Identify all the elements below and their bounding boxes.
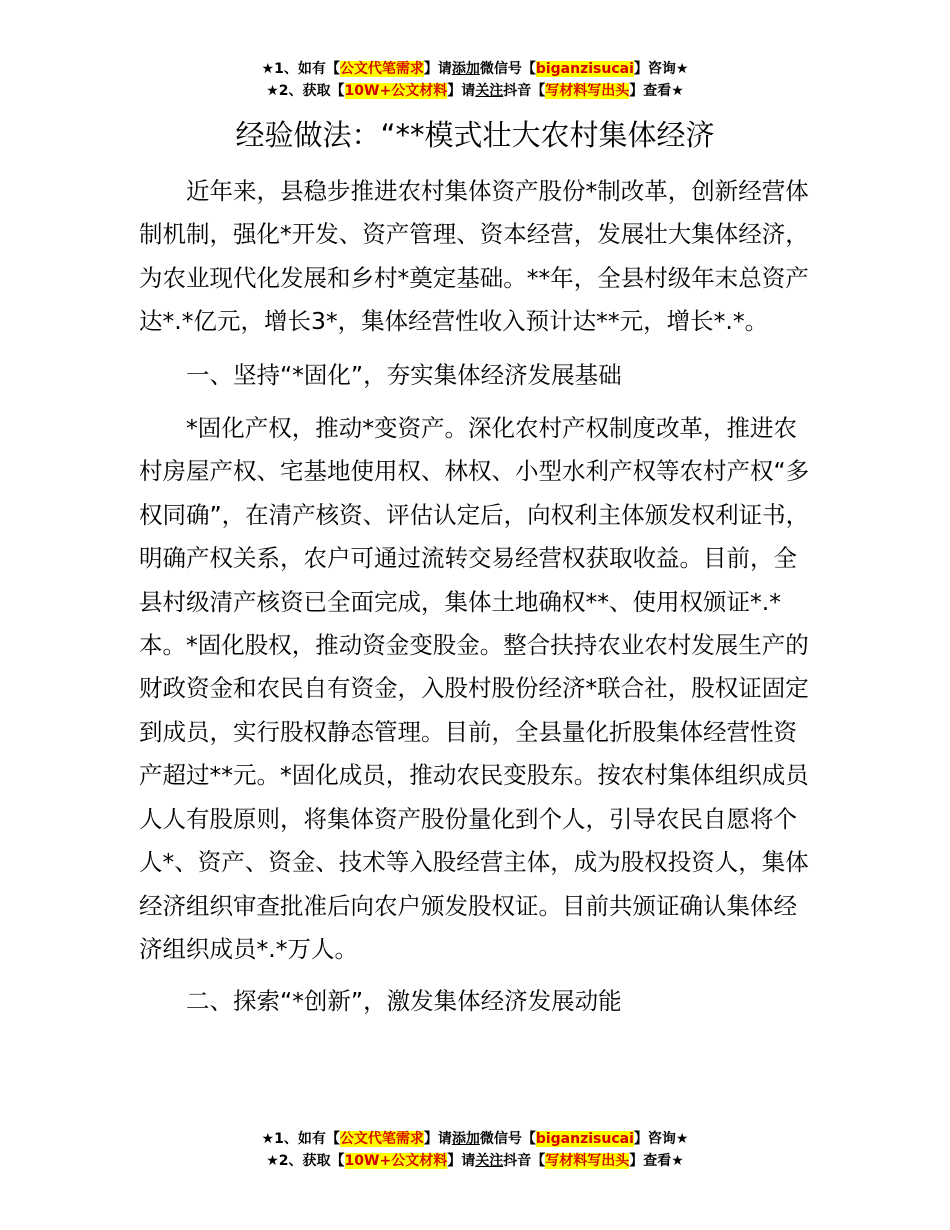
emphasis-add: 添加 [451,61,480,77]
banner-line-2 [0,1150,950,1172]
paragraph-section-1: *固化产权，推动*变资产。深化农村产权制度改革，推进农村房屋产权、宅基地使用权、林权、小型水利产权等农村产权“多权同确”，在清产核资、评估认定后，向权利主体颁发权利证书，明确产权关系，农户可通过流转交易经营权获取收益。目前，全县村级清产核资已全面完成，集体土地确权**、使用权颁证*.*本。*固化股权，推动资金变股金。整合扶持农业农村发展生产的财政资金和农民自有资金，入股村股份经济*联合社，股权证固定到成员，实行股权静态管理。目前，全县量化折股集体经营性资产超过**元。*固化成员，推动农民变股东。按农村集体组织成员人人有股原则，将集体资产股份量化到个人，引导农民自愿将个人*、资产、资金、技术等入股经营主体，成为股权投资人，集体经济组织审查批准后向农户颁发股权证。目前共颁证确认集体经济组织成员*.*万人。 [139,414,810,963]
highlight-service: 公文代笔需求 [339,1131,424,1147]
paragraph-intro: 近年来，县稳步推进农村集体资产股份*制改革，创新经营体制机制，强化*开发、资产管理、资本经营，发展壮大集体经济，为农业现代化发展和乡村*奠定基础。**年，全县村级年末总资产达*.*亿元，增长3*，集体经营性收入预计达**元，增长*.*。 [139,177,809,336]
star-icon: ★ [266,1153,279,1169]
section-heading-2: 二、探索“*创新”，激发集体经济发展动能 [186,987,622,1016]
star-icon: ★ [675,61,689,77]
bottom-banner [0,1128,950,1172]
banner-line-1 [0,1128,950,1150]
highlight-service: 公文代笔需求 [339,61,424,77]
highlight-wechat-id: biganzisucai [535,1131,634,1147]
highlight-materials: 10W+公文材料 [344,83,448,99]
banner-line-1 [0,58,950,80]
banner-text: 】请 [423,1131,452,1147]
emphasis-add: 添加 [451,1131,480,1147]
highlight-douyin: 写材料写出头 [545,1153,630,1169]
emphasis-follow: 关注 [475,1153,504,1169]
document-body [139,170,819,1024]
top-banner [0,58,950,102]
banner-text: 】查看 [629,1153,672,1169]
banner-text: 1、如有【 [274,61,340,77]
highlight-materials: 10W+公文材料 [344,1153,448,1169]
banner-text: 抖音【 [503,83,546,99]
star-icon: ★ [671,83,684,99]
star-icon: ★ [671,1153,684,1169]
star-icon: ★ [266,83,279,99]
banner-text: 】查看 [629,83,672,99]
section-heading-1: 一、坚持“*固化”，夯实集体经济发展基础 [186,360,622,389]
banner-text: 】咨询 [633,61,676,77]
star-icon: ★ [261,61,275,77]
banner-text: 抖音【 [503,1153,546,1169]
banner-text: 】咨询 [633,1131,676,1147]
highlight-douyin: 写材料写出头 [545,83,630,99]
banner-line-2 [0,80,950,102]
star-icon: ★ [675,1131,689,1147]
emphasis-follow: 关注 [475,83,504,99]
banner-text: 1、如有【 [274,1131,340,1147]
banner-text: 2、获取【 [278,83,345,99]
banner-text: 微信号【 [479,1131,536,1147]
banner-text: 】请 [447,1153,476,1169]
highlight-wechat-id: biganzisucai [535,61,634,77]
banner-text: 微信号【 [479,61,536,77]
banner-text: 】请 [447,83,476,99]
banner-text: 】请 [423,61,452,77]
banner-text: 2、获取【 [278,1153,345,1169]
document-title: 经验做法：“**模式壮大农村集体经济 [235,118,715,152]
star-icon: ★ [261,1131,275,1147]
